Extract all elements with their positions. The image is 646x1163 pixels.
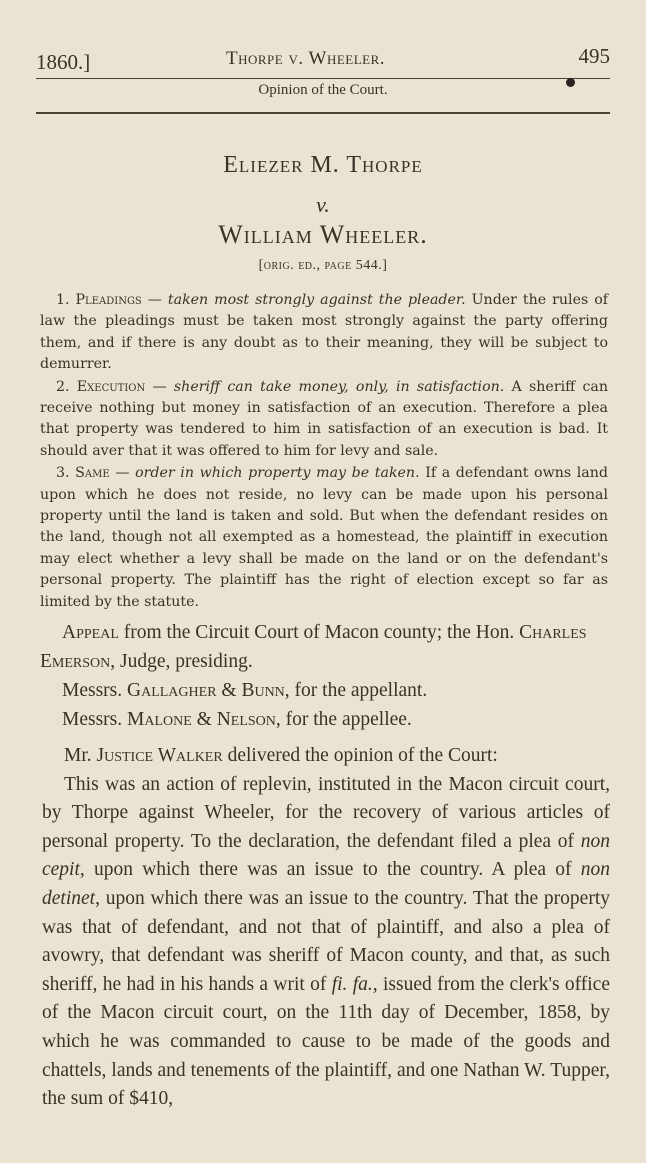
plea-non-cepit: non cepit [42, 830, 610, 881]
headnote [40, 290, 608, 376]
headnote-dash: — [109, 465, 136, 482]
headnote-text: Under the rules of law the pleadings must be taken most strongly against the party offering them, and if there is any doubt as to their meaning, they will be subject to demurrer. [40, 292, 609, 373]
opinion-intro [42, 742, 610, 771]
opinion-paragraph [42, 771, 610, 1114]
opinion-text-run: , issued from the clerk's office of the Macon circuit court, on the 11th day of December, 1858, by which he was commanded to cause to be made of the goods and chattels, lands and tenements of the plaintiff, and one Nathan W. Tupper, the sum of $410, [42, 973, 610, 1110]
judge-name: Charles Emerson [40, 622, 587, 672]
headnote-text: A sheriff can receive nothing but money in satisfaction of an execution. Therefore a plea that property was tendered to him in satisfaction of an execution is bad. It should aver that it was offered to him for levy and sale. [40, 378, 609, 459]
opinion-text-run: , upon which there was an issue to the country. A plea of [79, 859, 581, 881]
header-year: 1860.] [36, 50, 91, 74]
appeal-lead: Appeal [62, 622, 119, 643]
defendant-name: William Wheeler. [218, 220, 428, 249]
appellant-counsel [40, 676, 610, 705]
opinion-text-run: This was an action of replevin, instituted in the Macon circuit court, by Thorpe against Wheeler, for the recovery of various articles of personal property. To the declaration, the defendant filed a plea of [42, 773, 610, 852]
counsel-prefix: Messrs. [62, 680, 128, 701]
header-subheading: Opinion of the Court. [258, 82, 388, 98]
page-number: 495 [578, 44, 610, 68]
appellee-names: Malone & Nelson [127, 709, 276, 730]
headnote-title: order in which property may be taken. [135, 465, 420, 482]
headnote-topic: Execution [76, 378, 146, 395]
headnote-title: taken most strongly against the pleader. [167, 292, 466, 308]
original-edition-reference: [orig. ed., page 544.] [258, 258, 388, 273]
headnote [40, 377, 608, 463]
plaintiff-name: Eliezer M. Thorpe [223, 152, 423, 178]
headnote-topic: Same [75, 465, 110, 482]
writ-fi-fa: fi. fa. [331, 973, 373, 995]
headnote-text: If a defendant owns land upon which he does not reside, no levy can be made upon his personal property until the land is taken and sold. But when the defendant resides on the land, though not all exempted as a homestead, the plaintiff in execution may elect whether a levy shall be made on the land or on the defendant's personal property. The plaintiff has the right of election except so far as limited by the statute. [40, 465, 608, 610]
headnote-number: 1. [56, 292, 70, 308]
appeal-statement [40, 618, 610, 676]
counsel-prefix: Messrs. [62, 709, 128, 730]
counsel-role: , for the appellant. [284, 680, 428, 701]
headnote-dash: — [141, 292, 168, 308]
headnote-number: 2. [56, 378, 70, 395]
versus: v. [316, 192, 330, 217]
headnote-number: 3. [56, 465, 70, 482]
appeal-text: from the Circuit Court of Macon county; the Hon. [118, 622, 520, 643]
appellant-names: Gallagher & Bunn [127, 680, 285, 701]
running-header [36, 44, 610, 74]
headnote [40, 463, 608, 613]
headnote-dash: — [145, 378, 174, 395]
headnotes [40, 290, 608, 614]
header-rule-top [36, 78, 610, 79]
counsel-role: , for the appellee. [275, 709, 412, 730]
intro-prefix: Mr. [64, 745, 97, 766]
header-rule-bottom [36, 112, 610, 114]
appeal-block [40, 618, 610, 734]
opinion-text [42, 742, 610, 1114]
intro-suffix: delivered the opinion of the Court: [222, 745, 498, 766]
ink-dot [566, 78, 575, 87]
opinion-text-run: , upon which there was an issue to the country. That the property was that of defendant, and not that of plaintiff, and also a plea of avowry, that defendant was sheriff of Macon county, and that, as such sheriff, he had in his hands a writ of [42, 887, 610, 995]
header-case-title: Thorpe v. Wheeler. [226, 48, 386, 69]
headnote-title: sheriff can take money, only, in satisfaction. [173, 378, 505, 395]
appellee-counsel [40, 705, 610, 734]
headnote-topic: Pleadings [75, 292, 142, 308]
plea-non-detinet: non detinet [42, 859, 610, 909]
appeal-text: , Judge, presiding. [110, 651, 253, 672]
justice-name: Justice Walker [96, 745, 223, 766]
